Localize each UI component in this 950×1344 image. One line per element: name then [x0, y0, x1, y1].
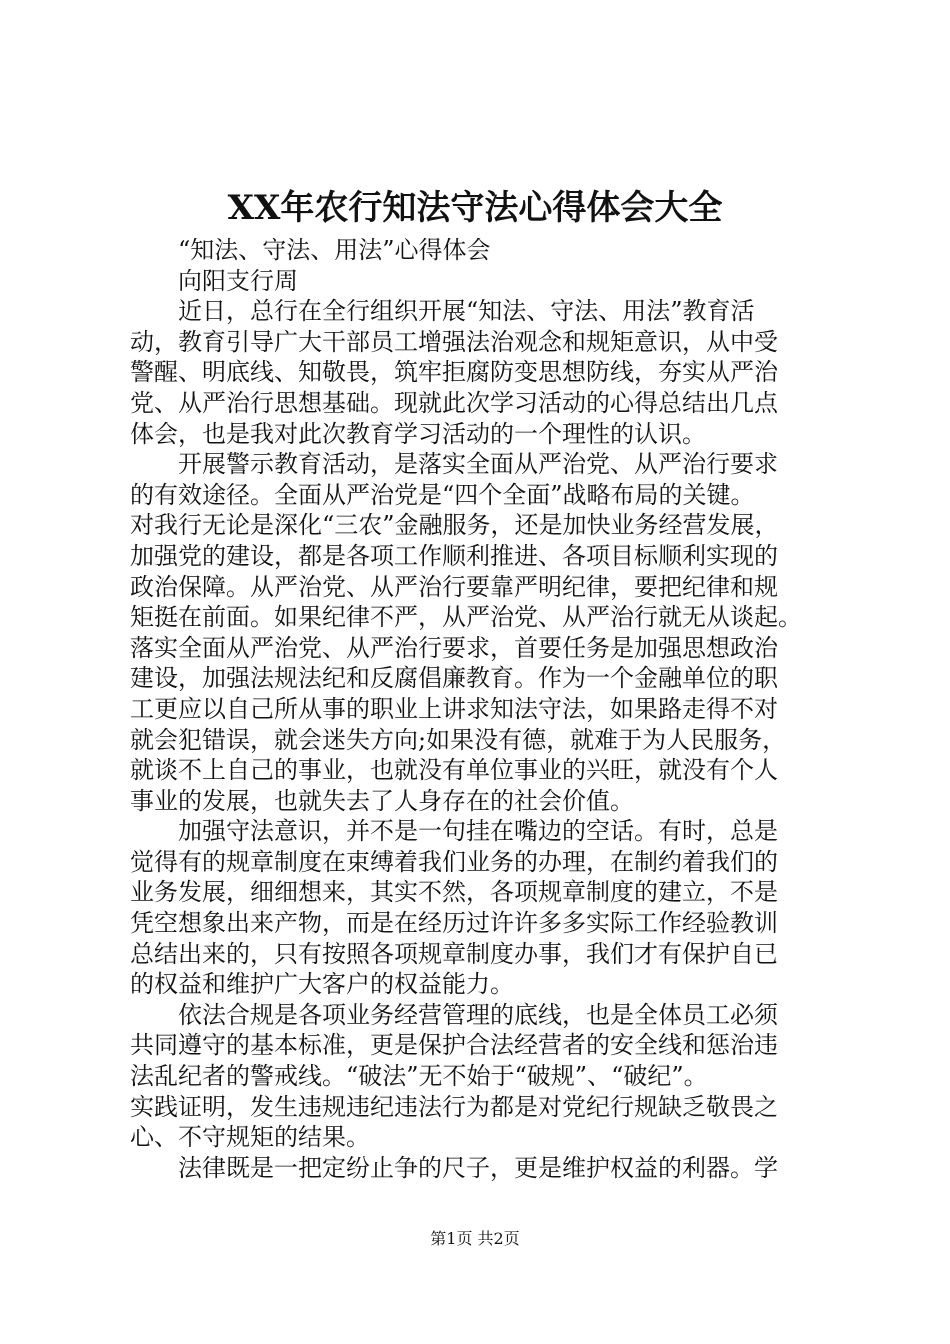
text-line: 体会，也是我对此次教育学习活动的一个理性的认识。 [130, 419, 706, 448]
text-line: 法乱纪者的警戒线。“破法”无不始于“破规”、“破纪”。 [130, 1062, 708, 1091]
text-line: 矩挺在前面。如果纪律不严，从严治党、从严治行就无从谈起。 [130, 603, 802, 632]
text-line: 对我行无论是深化“三农”金融服务，还是加快业务经营发展， [130, 511, 779, 540]
text-line: 政治保障。从严治党、从严治行要靠严明纪律，要把纪律和规 [130, 572, 778, 601]
text-line: 开展警示教育活动，是落实全面从严治党、从严治行要求 [178, 450, 778, 479]
document-title: XX年农行知法守法心得体会大全 [227, 188, 723, 228]
text-line: “知法、守法、用法”心得体会 [178, 236, 491, 264]
text-line: 加强守法意识，并不是一句挂在嘴边的空话。有时，总是 [178, 817, 778, 846]
text-line: 法律既是一把定纷止争的尺子，更是维护权益的利器。学 [178, 1153, 778, 1182]
text-line: 觉得有的规章制度在束缚着我们业务的办理，在制约着我们的 [130, 847, 778, 876]
text-line: 业务发展，细细想来，其实不然，各项规章制度的建立，不是 [130, 878, 778, 907]
text-line: 总结出来的，只有按照各项规章制度办事，我们才有保护自已 [130, 939, 778, 968]
text-line: 的有效途径。全面从严治党是“四个全面”战略布局的关键。 [130, 480, 755, 509]
document-body [130, 235, 850, 1183]
text-line: 就谈不上自己的事业，也就没有单位事业的兴旺，就没有个人 [130, 756, 778, 785]
text-line: 近日，总行在全行组织开展“知法、守法、用法”教育活 [178, 297, 755, 326]
text-line: 实践证明，发生违规违纪违法行为都是对党纪行规缺乏敬畏之 [130, 1092, 778, 1121]
text-line: 党、从严治行思想基础。现就此次学习活动的心得总结出几点 [130, 388, 778, 417]
text-line: 就会犯错误，就会迷失方向;如果没有德，就难于为人民服务， [130, 725, 787, 754]
text-line: 凭空想象出来产物，而是在经历过许许多多实际工作经验教训 [130, 909, 778, 938]
page-footer: 第1页 共2页 [430, 1229, 520, 1248]
text-line: 的权益和维护广大客户的权益能力。 [130, 970, 514, 999]
text-line: 警醒、明底线、知敬畏，筑牢拒腐防变思想防线，夯实从严治 [130, 358, 778, 387]
text-line: 落实全面从严治党、从严治行要求，首要任务是加强思想政治 [130, 633, 778, 662]
text-line: 向阳支行周 [178, 266, 298, 295]
text-line: 动，教育引导广大干部员工增强法治观念和规矩意识，从中受 [130, 327, 778, 356]
text-line: 加强党的建设，都是各项工作顺利推进、各项目标顺利实现的 [130, 541, 778, 570]
text-line: 共同遵守的基本标准，更是保护合法经营者的安全线和惩治违 [130, 1031, 778, 1060]
text-line: 依法合规是各项业务经营管理的底线，也是全体员工必须 [178, 1000, 778, 1029]
text-line: 建设，加强法规法纪和反腐倡廉教育。作为一个金融单位的职 [130, 664, 778, 693]
text-line: 工更应以自己所从事的职业上讲求知法守法，如果路走得不对 [130, 694, 778, 723]
text-line: 事业的发展，也就失去了人身存在的社会价值。 [130, 786, 634, 815]
text-line: 心、不守规矩的结果。 [130, 1123, 370, 1152]
